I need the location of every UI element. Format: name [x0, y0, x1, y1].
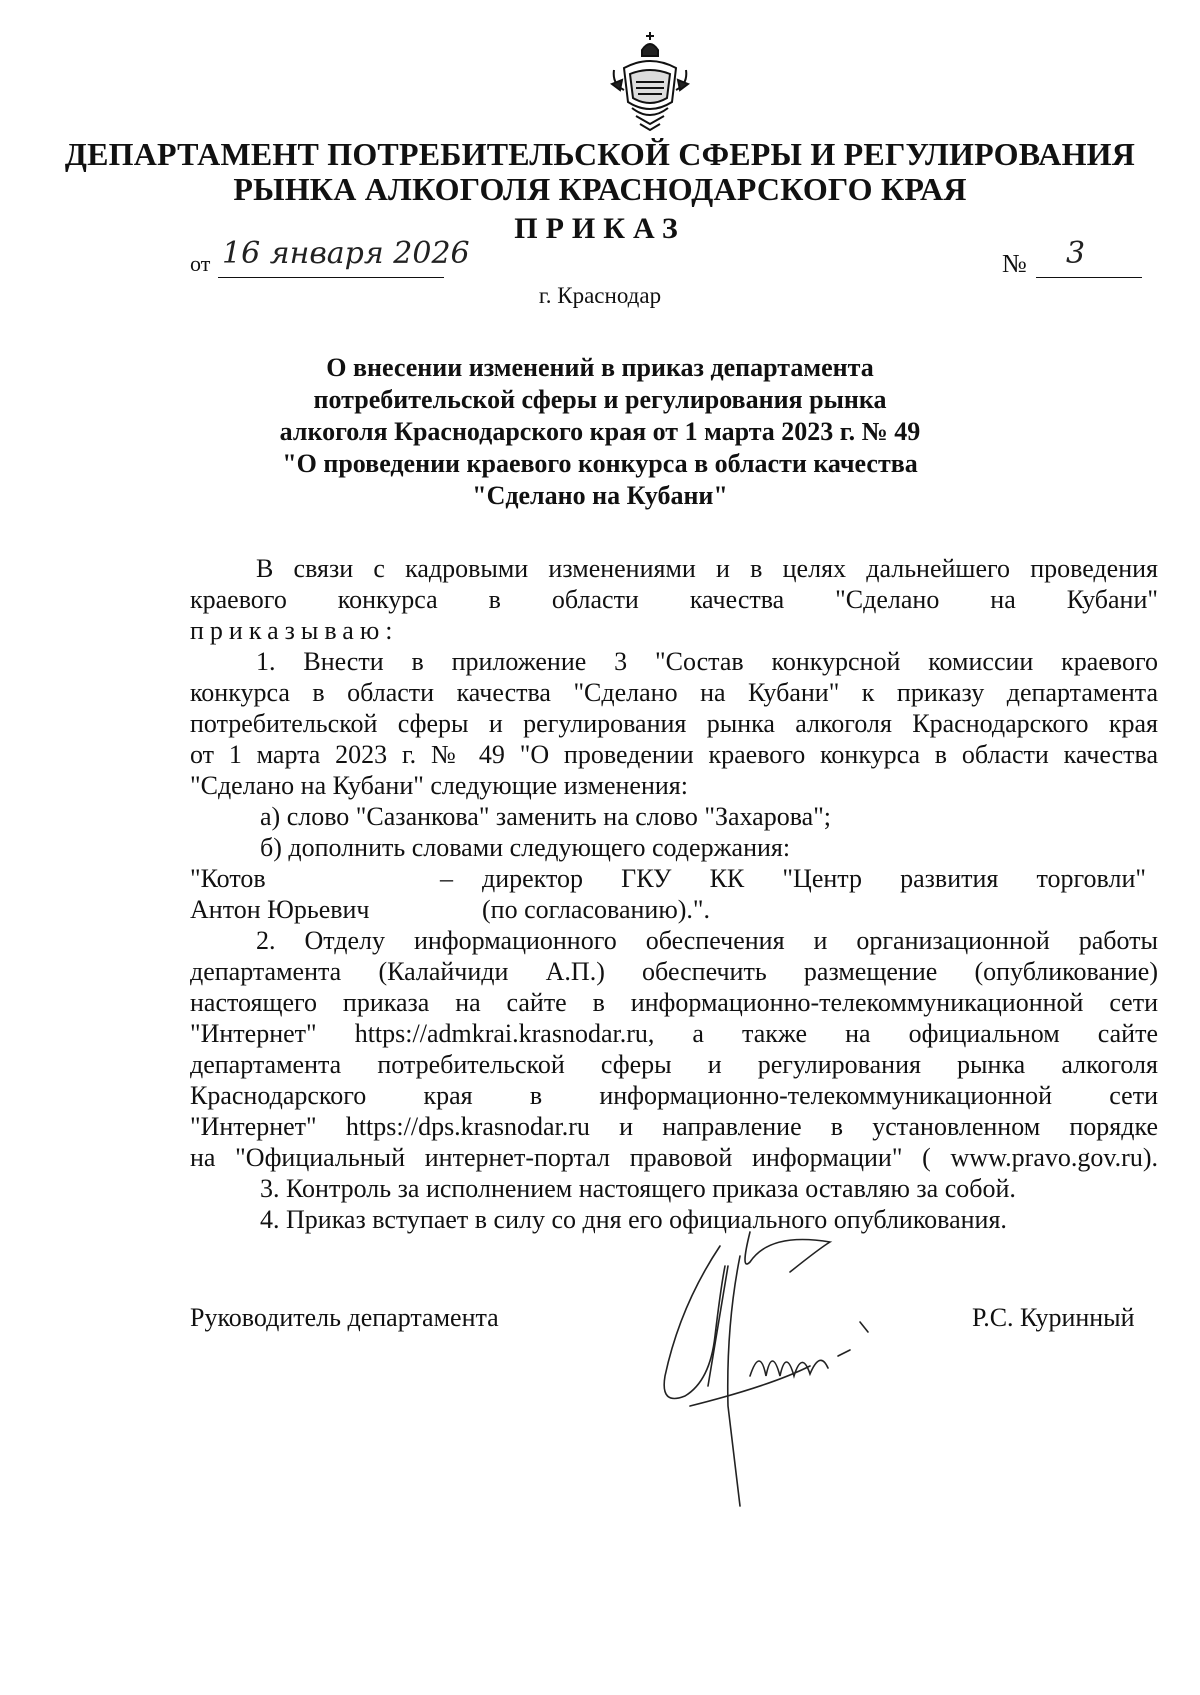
item2-line2: департамента (Калайчиди А.П.) обеспечить размещение (опубликование): [190, 957, 1158, 986]
person-role-line2: (по согласованию).".: [482, 895, 711, 924]
orders-word: приказываю:: [190, 616, 399, 645]
item1-line4: от 1 марта 2023 г. № 49 "О проведении краевого конкурса в области качества: [190, 740, 1158, 769]
date-underline: [218, 277, 444, 278]
person-dash: –: [440, 864, 453, 893]
subject-line1: О внесении изменений в приказ департамента: [326, 353, 874, 382]
subject-line2: потребительской сферы и регулирования рынка: [313, 385, 887, 414]
number-label: №: [1002, 249, 1027, 278]
number-underline: [1036, 277, 1142, 278]
person-surname: "Котов: [190, 864, 266, 893]
coat-of-arms-emblem: [610, 28, 690, 132]
intro-line1: В связи с кадровыми изменениями и в целях дальнейшего проведения: [256, 554, 1158, 583]
subject-line4: "О проведении краевого конкурса в области качества: [282, 449, 918, 478]
item4: 4. Приказ вступает в силу со дня его официального опубликования.: [260, 1205, 1007, 1234]
item2-line3: настоящего приказа на сайте в информационно-телекоммуникационной сети: [190, 988, 1158, 1017]
item1-line3: потребительской сферы и регулирования рынка алкоголя Краснодарского края: [190, 709, 1158, 738]
item2-line8: на "Официальный интернет-портал правовой информации" ( www.pravo.gov.ru).: [190, 1143, 1158, 1172]
date-prefix: от: [190, 251, 211, 276]
item1-line1: 1. Внести в приложение 3 "Состав конкурсной комиссии краевого: [256, 647, 1158, 676]
city: г. Краснодар: [538, 283, 662, 308]
order-title: ПРИКАЗ: [514, 212, 686, 245]
item1-sub-b: б) дополнить словами следующего содержания:: [260, 833, 791, 862]
handwritten-signature: [650, 1226, 930, 1516]
item3: 3. Контроль за исполнением настоящего приказа оставляю за собой.: [260, 1174, 1016, 1203]
item2-line5: департамента потребительской сферы и регулирования рынка алкоголя: [190, 1050, 1158, 1079]
handwritten-date: 16 января 2026: [222, 236, 470, 271]
subject-line5: "Сделано на Кубани": [472, 481, 728, 510]
department-name-line2: РЫНКА АЛКОГОЛЯ КРАСНОДАРСКОГО КРАЯ: [233, 171, 967, 207]
item2-line1: 2. Отделу информационного обеспечения и организационной работы: [256, 926, 1158, 955]
subject-line3: алкоголя Краснодарского края от 1 марта 2023 г. № 49: [279, 417, 921, 446]
department-name-line1: ДЕПАРТАМЕНТ ПОТРЕБИТЕЛЬСКОЙ СФЕРЫ И РЕГУЛИРОВАНИЯ: [64, 136, 1136, 172]
item2-line6: Краснодарского края в информационно-телекоммуникационной сети: [190, 1081, 1158, 1110]
person-role-line1: директор ГКУ КК "Центр развития торговли": [482, 864, 1146, 893]
item2-line7: "Интернет" https://dps.krasnodar.ru и направление в установленном порядке: [190, 1112, 1158, 1141]
intro-line2: краевого конкурса в области качества "Сделано на Кубани": [190, 585, 1158, 614]
item1-line2: конкурса в области качества "Сделано на Кубани" к приказу департамента: [190, 678, 1158, 707]
item2-line4: "Интернет" https://admkrai.krasnodar.ru, а также на официальном сайте: [190, 1019, 1158, 1048]
handwritten-number: 3: [1066, 236, 1086, 271]
person-given-name: Антон Юрьевич: [190, 895, 370, 924]
signatory-position: Руководитель департамента: [190, 1303, 499, 1332]
signatory-name: Р.С. Куринный: [972, 1303, 1135, 1332]
item1-line5: "Сделано на Кубани" следующие изменения:: [190, 771, 688, 800]
item1-sub-a: а) слово "Сазанкова" заменить на слово "Захарова";: [260, 802, 832, 831]
